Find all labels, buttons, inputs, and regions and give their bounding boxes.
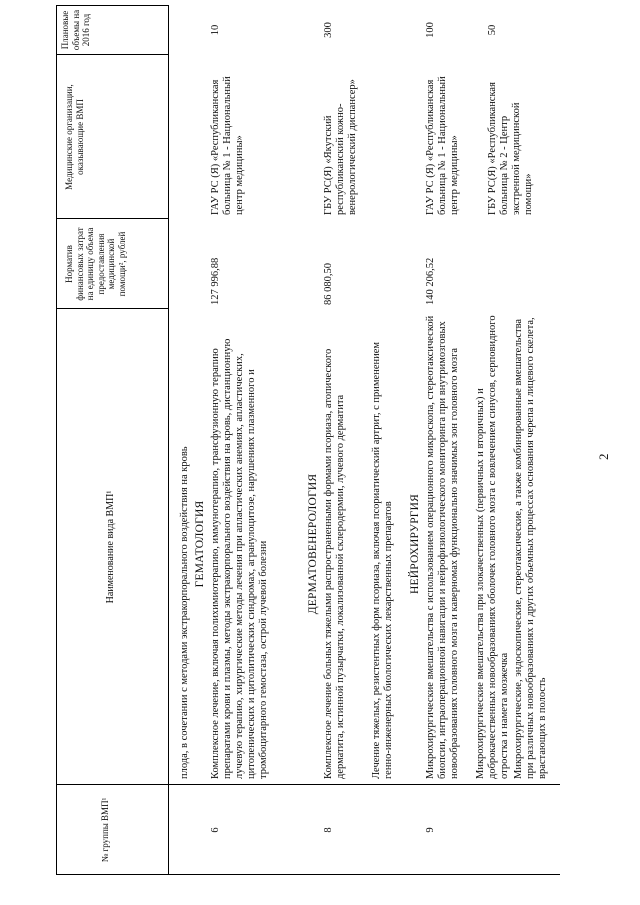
org-name: ГАУ РС (Я) «Республиканская больница № 1 - Национальный центр медицины» <box>210 76 245 215</box>
plan-volume: 100 <box>425 22 436 38</box>
org-name: ГБУ РС(Я) «Республиканская больница № 2 - Центр экстренной медицинской помощи» <box>487 82 534 215</box>
table-border <box>56 218 168 219</box>
section-title: ДЕРМАТОВЕНЕРОЛОГИЯ <box>307 473 319 615</box>
vmp-name: Комплексное лечение, включая полихимиотерапию, иммунотерапию, трансфузионную терапию препаратами крови и плазмы, методы экстракорпорального воздействия на кровь, дистанционную лучевую терапию, хирургические методы лечения при апластических анемиях, апластических, цитопенических и цитолитических синдромах, агранулоцитозе, нарушениях плазменного и тромбоцитарного гемостаза, острой лучевой болезни <box>210 338 269 779</box>
org-name: ГАУ РС (Я) «Республиканская больница № 1 - Национальный центр медицины» <box>425 76 460 215</box>
norm-value: 86 080,50 <box>323 263 334 305</box>
table-border <box>56 784 560 785</box>
norm-value: 127 996,88 <box>210 257 221 305</box>
header-name: Наименование вида ВМП¹ <box>105 490 116 604</box>
header-group: № группы ВМП¹ <box>100 797 110 863</box>
table-border <box>168 5 169 875</box>
plan-volume: 300 <box>323 22 334 38</box>
vmp-name: Лечение тяжелых, резистентных форм псориаза, включая псориатический артрит, с применением генно-инженерных биологических лекарственных препаратов <box>371 341 394 779</box>
plan-volume: 50 <box>487 24 498 36</box>
vmp-name: Микрохирургические, эндоскопические, стереотаксические, а также комбинированные вмешательства при различных новообразованиях и других объемных процессах основания черепа и лицевого скелета, врастающих в полость <box>513 317 548 779</box>
table-border <box>56 5 57 875</box>
vmp-name: Комплексное лечение больных тяжелыми распространенными формами псориаза, атопического дерматита, истинной пузырчатки, локализованной склеродермии, лучевого дерматита <box>323 348 346 779</box>
vmp-name: Микрохирургические вмешательства с использованием операционного микроскопа, стереотаксической биопсии, интраоперационной навигации и нейрофизиологического мониторинга при внутримозговых новообразованиях головного мозга и каверномах функционально значимых зон головного мозга <box>425 315 460 779</box>
norm-value: 140 206,52 <box>425 257 436 305</box>
section-title: НЕЙРОХИРУРГИЯ <box>409 493 421 595</box>
vmp-name: Микрохирургические вмешательства при злокачественных (первичных и вторичных) и доброкачественных новообразованиях оболочек головного мозга с вовлечением синусов, серповидного отростка и намета мозжечка <box>475 315 510 779</box>
table-border <box>56 874 560 875</box>
table-border <box>56 308 168 309</box>
table-border <box>56 5 168 6</box>
group-number: 8 <box>323 827 334 833</box>
org-name: ГБУ РС(Я) «Якутский республиканский кожно-венерологический диспансер» <box>323 79 358 215</box>
header-norm: Норматив финансовых затрат на единицу объема предоставления медицинской помощи², рублей <box>64 227 127 301</box>
group-number: 9 <box>425 827 436 833</box>
group-number: 6 <box>210 827 221 833</box>
header-org: Медицинские организации, оказывающие ВМП <box>64 84 85 190</box>
vmp-table <box>56 5 560 875</box>
page-number: 2 <box>596 453 611 460</box>
header-vol: Плановые объемы на 2016 год <box>60 9 91 51</box>
table-border <box>56 54 168 55</box>
section-title: ГЕМАТОЛОГИЯ <box>194 500 206 588</box>
plan-volume: 10 <box>210 24 221 36</box>
continuation-text: плода, в сочетании с методами экстракорпорального воздействия на кровь <box>179 446 190 779</box>
